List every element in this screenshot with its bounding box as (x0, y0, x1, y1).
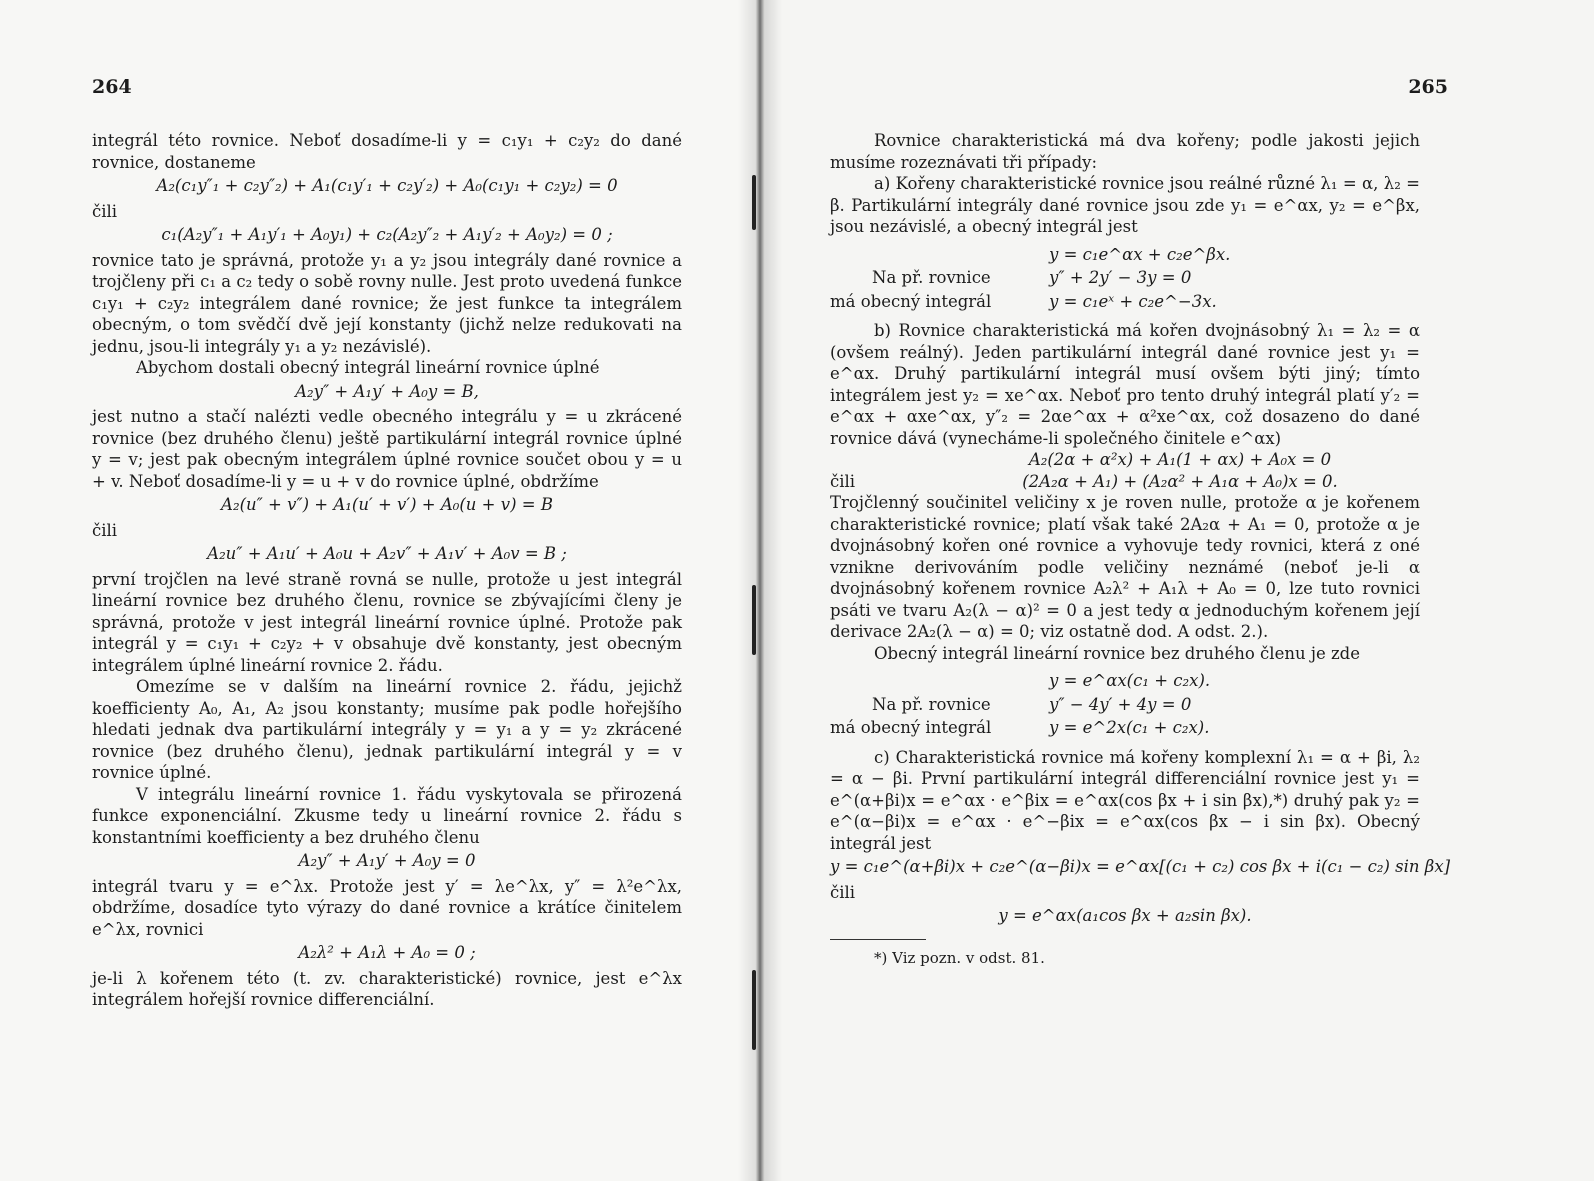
book-gutter (738, 0, 782, 1181)
conjunction: čili (92, 201, 118, 221)
right-page-body (830, 130, 1451, 969)
paragraph: Omezíme se v dalším na lineární rovnice 2. řádu, jejichž koefficienty A₀, A₁, A₂ jsou konstanty; musíme pak podle hořejšího hledati jednak dva partikulární integrály y = y₁ a y = y₂ zkrácené rovnice (bez druhého členu), jednak partikulární integrál y = v rovnice úplné. (92, 677, 682, 782)
equation: (2A₂α + A₁) + (A₂α² + A₁α + A₀)x = 0. (1022, 471, 1338, 491)
paragraph: Obecný integrál lineární rovnice bez druhého členu je zde (874, 643, 1360, 663)
equation: y = c₁e^(α+βi)x + c₂e^(α−βi)x = e^αx[(c₁ + c₂) cos βx + i(c₁ − c₂) sin βx] (830, 857, 1451, 876)
equation: A₂(2α + α²x) + A₁(1 + αx) + A₀x = 0 (1028, 450, 1332, 469)
equation: y″ − 4y′ + 4y = 0 (1049, 694, 1192, 714)
footnote-rule (830, 939, 926, 940)
conjunction: čili (92, 520, 118, 540)
left-page (0, 0, 760, 1181)
paragraph: integrál této rovnice. Neboť dosadíme-li y = c₁y₁ + c₂y₂ do dané rovnice, dostaneme (92, 131, 682, 172)
binding-thread (752, 970, 756, 1050)
right-page (760, 0, 1594, 1181)
paragraph: Rovnice charakteristická má dva kořeny; podle jakosti jejich musíme rozeznávati tři případy: (830, 131, 1420, 172)
conjunction: čili (830, 882, 856, 902)
equation: y″ + 2y′ − 3y = 0 (1049, 268, 1192, 287)
paragraph: rovnice tato je správná, protože y₁ a y₂ jsou integrály dané rovnice a trojčleny při c₁ a c₂ tedy o sobě rovny nulle. Jest proto uvedená funkce c₁y₁ + c₂y₂ integrálem dané rovnice; že jest funkce ta integrálem obecným, o tom svědčí dvě její konstanty (jichž nelze redukovati na jednu, jsou-li integrály y₁ a y₂ nezávislé). (92, 250, 682, 356)
equation: y = e^αx(a₁cos βx + a₂sin βx). (998, 906, 1252, 925)
paragraph: první trojčlen na levé straně rovná se nulle, protože u jest integrál lineární rovnice bez druhého členu, rovnice se zbývajícími členy je správná, protože v jest integrál lineární rovnice úplné. Protože pak integrál y = c₁y₁ + c₂y₂ + v obsahuje dvě konstanty, jest obecným integrálem úplné lineární rovnice 2. řádu. (92, 569, 682, 675)
equation: y = e^αx(c₁ + c₂x). (1049, 671, 1211, 690)
paragraph: a) Kořeny charakteristické rovnice jsou reálné různé λ₁ = α, λ₂ = β. Partikulární integrály dané rovnice jsou zde y₁ = e^αx, y₂ = e^βx, jsou nezávislé, a obecný integrál jest (830, 174, 1420, 236)
paragraph: jest nutno a stačí nalézti vedle obecného integrálu y = u zkrácené rovnice (bez druhého členu) ještě partikulární integrál rovnice úplné y = v; jest pak obecným integrálem úplné rovnice součet obou y = u + v. Neboť dosadíme-li y = u + v do rovnice úplné, obdržíme (92, 407, 682, 491)
equation: y = c₁eˣ + c₂e^−3x. (1049, 291, 1217, 311)
example-label: Na př. rovnice (872, 268, 991, 287)
page-number: 264 (92, 76, 132, 98)
paragraph: Abychom dostali obecný integrál lineární rovnice úplné (136, 358, 600, 377)
equation: y = e^2x(c₁ + c₂x). (1049, 718, 1210, 737)
equation: c₁(A₂y″₁ + A₁y′₁ + A₀y₁) + c₂(A₂y″₂ + A₁y′₂ + A₀y₂) = 0 ; (161, 225, 613, 244)
conjunction: čili (830, 471, 856, 491)
paragraph: V integrálu lineární rovnice 1. řádu vyskytovala se přirozená funkce exponenciální. Zkusme tedy u lineární rovnice 2. řádu s konstantními koefficienty a bez druhého členu (92, 784, 682, 847)
equation: A₂λ² + A₁λ + A₀ = 0 ; (298, 943, 476, 962)
equation: A₂u″ + A₁u′ + A₀u + A₂v″ + A₁v′ + A₀v = B ; (207, 544, 567, 563)
example-label: Na př. rovnice (872, 694, 991, 714)
binding-thread (752, 175, 756, 230)
equation-row (830, 471, 1420, 493)
equation: y = c₁e^αx + c₂e^βx. (1049, 244, 1231, 264)
equation: A₂y″ + A₁y′ + A₀y = 0 (298, 851, 476, 870)
example-block (830, 670, 1420, 739)
footnote: *) Viz pozn. v odst. 81. (874, 948, 1045, 967)
paragraph: je-li λ kořenem této (t. zv. charakteristické) rovnice, jest e^λx integrálem hořejší rovnice differenciální. (92, 968, 682, 1009)
page-number: 265 (1408, 76, 1448, 98)
binding-thread (752, 585, 756, 655)
left-page-body (92, 130, 682, 1011)
equation: A₂(c₁y″₁ + c₂y″₂) + A₁(c₁y′₁ + c₂y′₂) + A₀(c₁y₁ + c₂y₂) = 0 (156, 176, 618, 195)
paragraph: c) Charakteristická rovnice má kořeny komplexní λ₁ = α + βi, λ₂ = α − βi. První partikulární integrál differenciální rovnice jest y₁ = e^(α+βi)x = e^αx · e^βix = e^αx(cos βx + i sin βx),*) druhý pak y₂ = e^(α−βi)x = e^αx · e^−βix = e^αx(cos βx − i sin βx). Obecný integrál jest (830, 747, 1420, 853)
equation-row (830, 449, 1420, 471)
equation: A₂(u″ + v″) + A₁(u′ + v′) + A₀(u + v) = B (221, 495, 553, 514)
paragraph: integrál tvaru y = e^λx. Protože jest y′ = λe^λx, y″ = λ²e^λx, obdržíme, dosadíce tyto výrazy do dané rovnice a krátíce činitelem e^λx, rovnici (92, 876, 682, 939)
example-label: má obecný integrál (830, 718, 992, 737)
equation: A₂y″ + A₁y′ + A₀y = B, (295, 381, 479, 401)
paragraph: Trojčlenný součinitel veličiny x je roven nulle, protože α je kořenem charakteristické rovnice; platí však také 2A₂α + A₁ = 0, protože α je dvojnásobný kořen oné rovnice a vyhovuje tedy rovnici, která z oné vznikne derivováním podle veličiny neznámé (neboť je-li α dvojnásobný kořenem rovnice A₂λ² + A₁λ + A₀ = 0, lze tuto rovnici psáti ve tvaru A₂(λ − α)² = 0 a jest tedy α jednoduchým kořenem její derivace 2A₂(λ − α) = 0; viz ostatně dod. A odst. 2.). (830, 493, 1420, 641)
paragraph: b) Rovnice charakteristická má kořen dvojnásobný λ₁ = λ₂ = α (ovšem reálný). Jeden partikulární integrál dané rovnice jest y₁ = e^αx. Druhý partikulární integrál musí ovšem býti jiný; tímto integrálem jest y₂ = xe^αx. Neboť pro tento druhý integrál platí y′₂ = e^αx + αxe^αx, y″₂ = 2αe^αx + α²xe^αx, což dosazeno do dané rovnice dává (vynecháme-li společného činitele e^αx) (830, 321, 1420, 448)
example-label: má obecný integrál (830, 291, 992, 311)
example-block (830, 244, 1420, 313)
